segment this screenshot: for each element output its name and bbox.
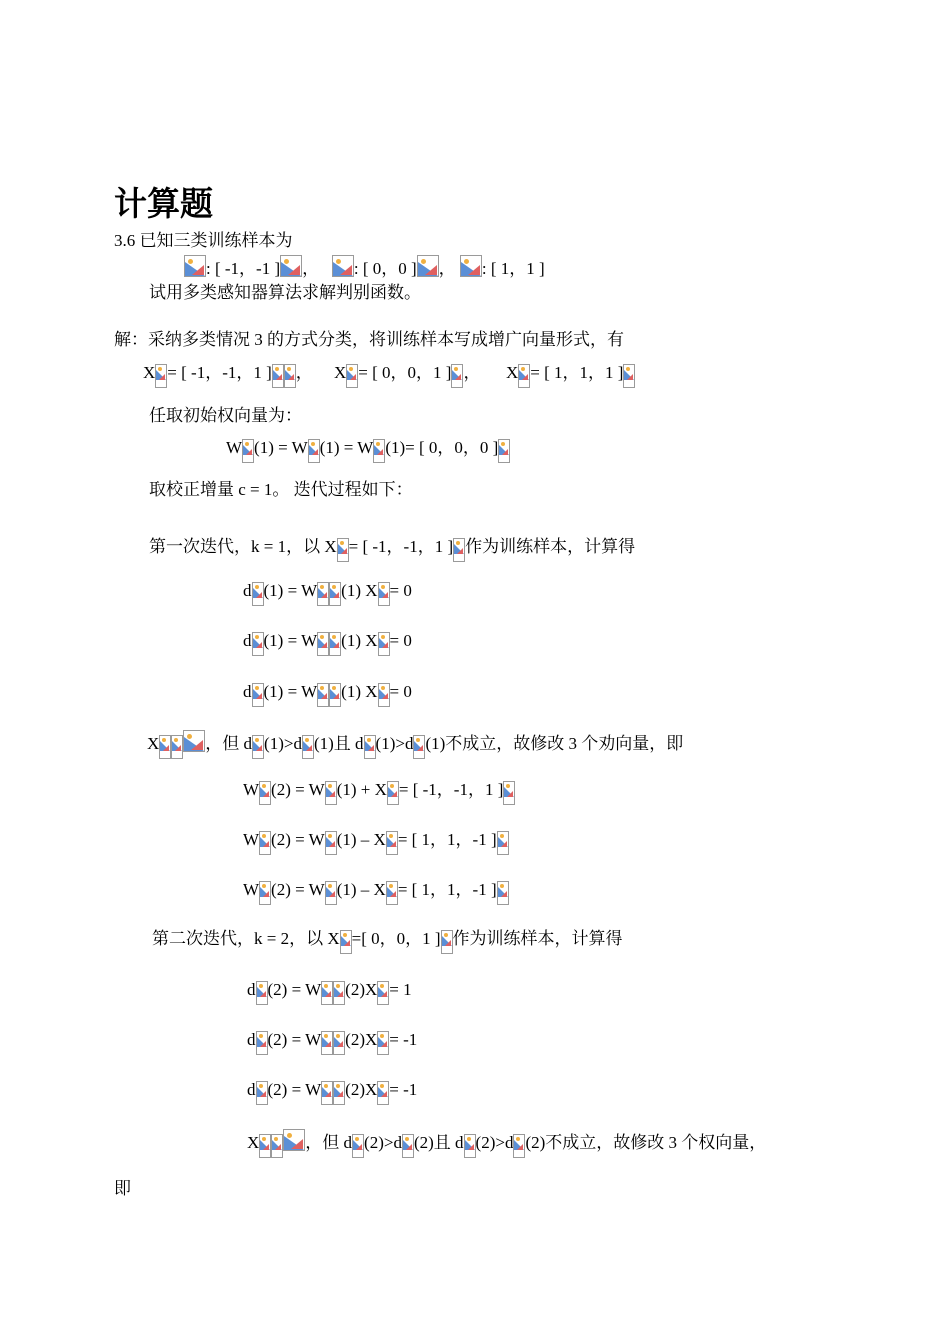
image-placeholder-icon (271, 1134, 283, 1158)
image-placeholder-icon (413, 735, 425, 759)
iter2-condition: X ，但 d (2)>d (2)且 d (2)>d (2)不成立，故修改 3 个权向量， (247, 1129, 766, 1158)
image-placeholder-icon (259, 1134, 271, 1158)
image-placeholder-icon (378, 582, 390, 606)
image-placeholder-icon (259, 781, 271, 805)
solution-intro: 解：采纳多类情况 3 的方式分类，将训练样本写成增广向量形式，有 (114, 330, 624, 349)
image-placeholder-icon (259, 831, 271, 855)
image-placeholder-icon (183, 730, 205, 752)
image-placeholder-icon (184, 255, 206, 277)
image-placeholder-icon (256, 981, 268, 1005)
image-placeholder-icon (256, 1031, 268, 1055)
image-placeholder-icon (402, 1134, 414, 1158)
image-placeholder-icon (284, 364, 296, 388)
image-placeholder-icon (460, 255, 482, 277)
image-placeholder-icon (377, 1031, 389, 1055)
image-placeholder-icon (308, 439, 320, 463)
image-placeholder-icon (497, 881, 509, 905)
init-weight-equation: W (1) = W (1) = W (1)= [ 0，0，0 ] (226, 437, 510, 463)
image-placeholder-icon (498, 439, 510, 463)
image-placeholder-icon (377, 1081, 389, 1105)
problem-task: 试用多类感知器算法求解判别函数。 (149, 283, 421, 302)
iter2-d1: d (2) = W (2)X = 1 (247, 979, 412, 1005)
image-placeholder-icon (386, 881, 398, 905)
image-placeholder-icon (333, 1081, 345, 1105)
iter1-w2: W (2) = W (1) – X = [ 1，1，-1 ] (243, 829, 509, 855)
image-placeholder-icon (325, 881, 337, 905)
iter2-tail: 即 (114, 1179, 131, 1198)
image-placeholder-icon (256, 1081, 268, 1105)
iter1-w3: W (2) = W (1) – X = [ 1，1，-1 ] (243, 879, 509, 905)
image-placeholder-icon (252, 582, 264, 606)
problem-intro: 3.6 已知三类训练样本为 (114, 231, 293, 250)
image-placeholder-icon (317, 582, 329, 606)
augmented-vectors: X = [ -1，-1，1 ] ， X = [ 0，0，1 ] ， X = [ 1，1，1 ] (143, 362, 635, 388)
image-placeholder-icon (518, 364, 530, 388)
image-placeholder-icon (378, 683, 390, 707)
image-placeholder-icon (337, 538, 349, 562)
image-placeholder-icon (283, 1129, 305, 1151)
init-weight-label: 任取初始权向量为： (149, 406, 302, 425)
iter1-condition: X ，但 d (1)>d (1)且 d (1)>d (1)不成立，故修改 3 个劝向量，即 (147, 730, 683, 759)
correction-increment: 取校正增量 c = 1。 迭代过程如下： (149, 480, 413, 499)
image-placeholder-icon (332, 255, 354, 277)
image-placeholder-icon (259, 881, 271, 905)
image-placeholder-icon (513, 1134, 525, 1158)
iteration-1-intro: 第一次迭代，k = 1，以 X = [ -1，-1，1 ] 作为训练样本，计算得 (149, 536, 635, 562)
image-placeholder-icon (464, 1134, 476, 1158)
image-placeholder-icon (325, 781, 337, 805)
image-placeholder-icon (333, 1031, 345, 1055)
image-placeholder-icon (377, 981, 389, 1005)
image-placeholder-icon (352, 1134, 364, 1158)
image-placeholder-icon (441, 930, 453, 954)
image-placeholder-icon (417, 255, 439, 277)
image-placeholder-icon (503, 781, 515, 805)
iter2-d3: d (2) = W (2)X = -1 (247, 1079, 417, 1105)
image-placeholder-icon (346, 364, 358, 388)
page-title: 计算题 (114, 185, 213, 222)
image-placeholder-icon (171, 735, 183, 759)
iter1-w1: W (2) = W (1) + X = [ -1，-1，1 ] (243, 779, 515, 805)
image-placeholder-icon (272, 364, 284, 388)
image-placeholder-icon (321, 1031, 333, 1055)
image-placeholder-icon (155, 364, 167, 388)
image-placeholder-icon (333, 981, 345, 1005)
image-placeholder-icon (252, 735, 264, 759)
iter1-d3: d (1) = W (1) X = 0 (243, 681, 412, 707)
image-placeholder-icon (329, 582, 341, 606)
image-placeholder-icon (280, 255, 302, 277)
image-placeholder-icon (340, 930, 352, 954)
image-placeholder-icon (321, 981, 333, 1005)
iter1-d1: d (1) = W (1) X = 0 (243, 580, 412, 606)
iteration-2-intro: 第二次迭代，k = 2，以 X =[ 0，0，1 ] 作为训练样本，计算得 (152, 928, 623, 954)
image-placeholder-icon (451, 364, 463, 388)
image-placeholder-icon (329, 632, 341, 656)
image-placeholder-icon (378, 632, 390, 656)
image-placeholder-icon (252, 683, 264, 707)
image-placeholder-icon (387, 781, 399, 805)
image-placeholder-icon (252, 632, 264, 656)
image-placeholder-icon (302, 735, 314, 759)
image-placeholder-icon (386, 831, 398, 855)
image-placeholder-icon (453, 538, 465, 562)
sample-line: : [ -1，-1 ] ， : [ 0，0 ] ， : [ 1，1 ] (184, 255, 545, 280)
image-placeholder-icon (373, 439, 385, 463)
image-placeholder-icon (623, 364, 635, 388)
image-placeholder-icon (242, 439, 254, 463)
image-placeholder-icon (317, 683, 329, 707)
image-placeholder-icon (317, 632, 329, 656)
image-placeholder-icon (321, 1081, 333, 1105)
iter2-d2: d (2) = W (2)X = -1 (247, 1029, 417, 1055)
image-placeholder-icon (364, 735, 376, 759)
image-placeholder-icon (159, 735, 171, 759)
image-placeholder-icon (497, 831, 509, 855)
image-placeholder-icon (329, 683, 341, 707)
image-placeholder-icon (325, 831, 337, 855)
iter1-d2: d (1) = W (1) X = 0 (243, 630, 412, 656)
